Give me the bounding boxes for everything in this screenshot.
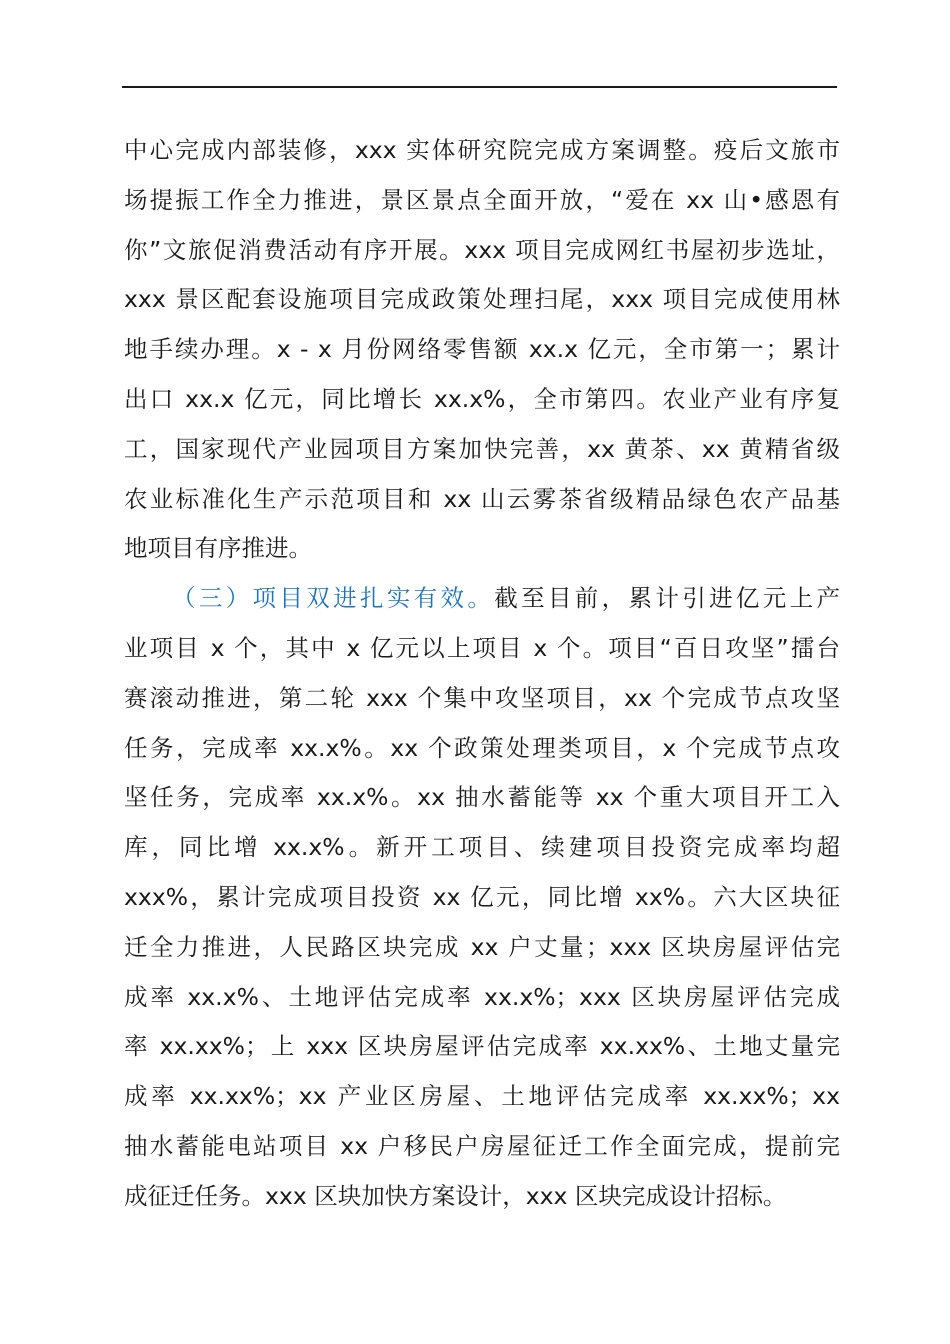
text-line: 成率 xx.xx%；xx 产业区房屋、土地评估完成率 xx.xx%；xx [124,1082,840,1111]
section-heading: （三）项目双进扎实有效。 [172,584,495,613]
text-line: 成征迁任务。xxx 区块加快方案设计，xxx 区块完成设计招标。 [124,1181,787,1210]
text-span: 截至目前，累计引进亿元上产 [494,584,840,613]
text-line: 抽水蓄能电站项目 xx 户移民户房屋征迁工作全面完成，提前完 [124,1131,840,1160]
text-line: 出口 xx.x 亿元，同比增长 xx.x%，全市第四。农业产业有序复 [124,384,840,413]
text-line: 业项目 x 个，其中 x 亿元以上项目 x 个。项目“百日攻坚”擂台 [124,633,840,662]
paragraph-2 [124,574,840,1221]
text-line: 工，国家现代产业园项目方案加快完善，xx 黄茶、xx 黄精省级 [124,434,840,463]
text-line: 地手续办理。x - x 月份网络零售额 xx.x 亿元，全市第一；累计 [124,335,840,364]
paragraph-2-first-line [124,574,840,624]
text-line: 迁全力推进，人民路区块完成 xx 户丈量；xxx 区块房屋评估完 [124,932,840,961]
paragraph-1 [124,126,840,574]
text-line: xxx%，累计完成项目投资 xx 亿元，同比增 xx%。六大区块征 [124,882,840,911]
text-line: 你”文旅促消费活动有序开展。xxx 项目完成网红书屋初步选址， [124,235,840,264]
text-line: 成率 xx.x%、土地评估完成率 xx.x%；xxx 区块房屋评估完成 [124,982,840,1011]
text-line: 任务，完成率 xx.x%。xx 个政策处理类项目，x 个完成节点攻 [124,733,840,762]
body-text [124,126,840,1222]
text-line: 场提振工作全力推进，景区景点全面开放，“爱在 xx 山•感恩有 [124,185,840,214]
text-line: 坚任务，完成率 xx.x%。xx 抽水蓄能等 xx 个重大项目开工入 [124,783,840,812]
text-line: xxx 景区配套设施项目完成政策处理扫尾，xxx 项目完成使用林 [124,285,840,314]
text-line: 地项目有序推进。 [124,534,312,563]
text-line: 中心完成内部装修，xxx 实体研究院完成方案调整。疫后文旅市 [124,136,840,164]
header-divider [122,86,837,88]
text-line: 农业标准化生产示范项目和 xx 山云雾茶省级精品绿色农产品基 [124,484,840,513]
text-line: 赛滚动推进，第二轮 xxx 个集中攻坚项目，xx 个完成节点攻坚 [124,683,840,712]
text-line: 库，同比增 xx.x%。新开工项目、续建项目投资完成率均超 [124,833,840,862]
text-line: 率 xx.xx%；上 xxx 区块房屋评估完成率 xx.xx%、土地丈量完 [124,1032,840,1061]
